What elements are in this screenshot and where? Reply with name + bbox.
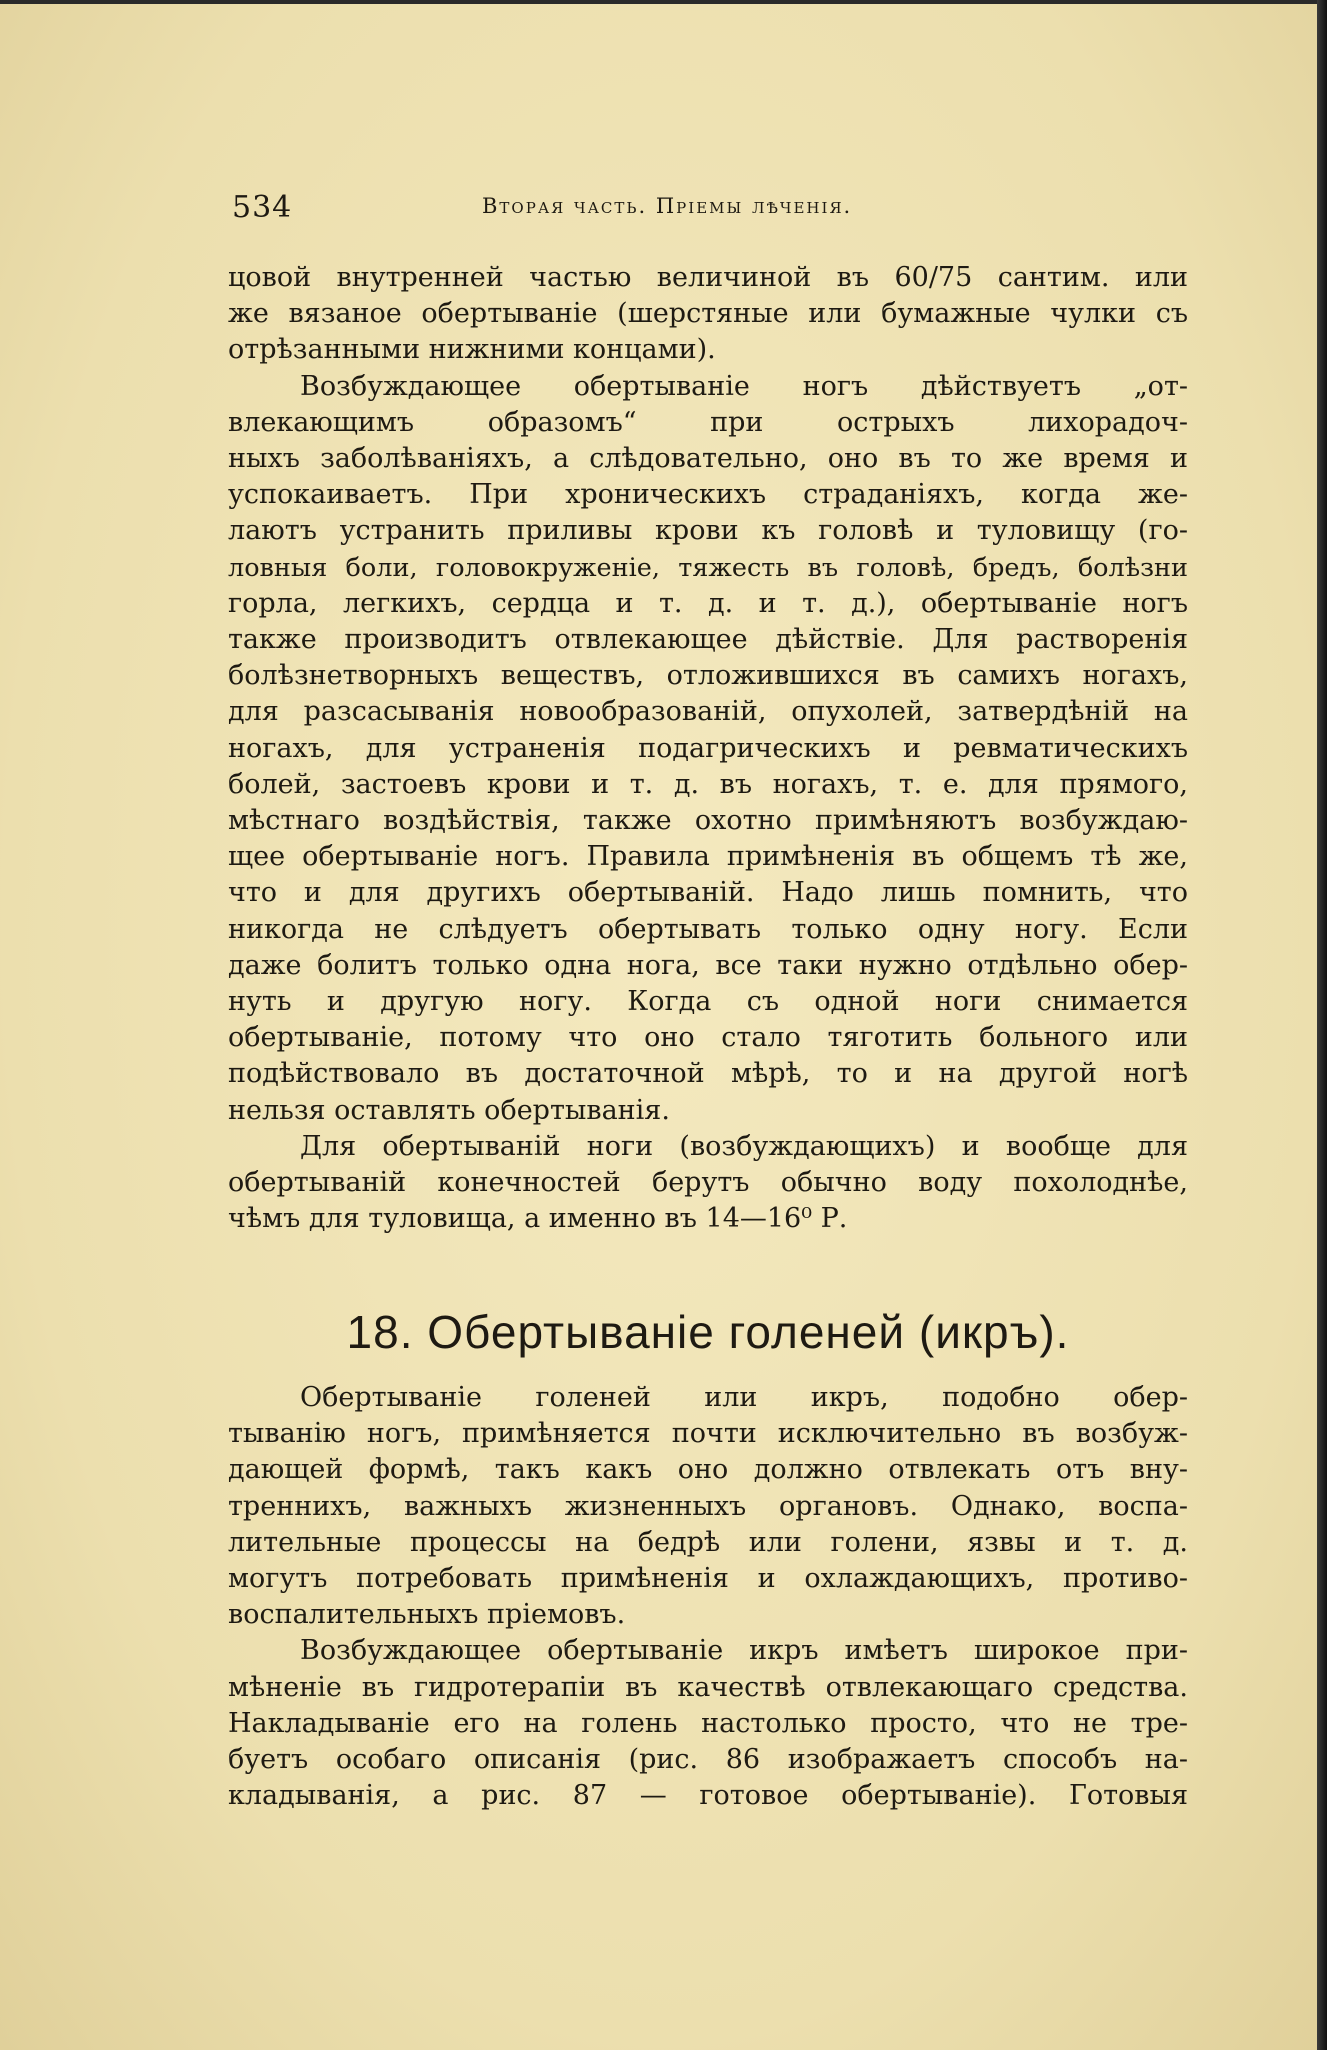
text-line: могутъ потребовать примѣненія и охлаждающихъ, противо- (228, 1563, 1188, 1595)
top-scan-edge (0, 0, 1327, 4)
text-line: кладыванія, а рис. 87 — готовое обертываніе). Готовыя (228, 1780, 1188, 1812)
paragraph-3 (228, 1129, 1188, 1238)
text-line: никогда не слѣдуетъ обертывать только одну ногу. Если (228, 913, 1188, 945)
text-line: для разсасыванія новообразованій, опухолей, затвердѣній на (228, 696, 1188, 728)
text-line: горла, легкихъ, сердца и т. д. и т. д.), обертываніе ногъ (228, 587, 1188, 619)
text-line: Накладываніе его на голень настолько просто, что не тре- (228, 1707, 1188, 1739)
paragraph-5 (228, 1633, 1188, 1814)
text-line: успокаиваетъ. При хроническихъ страданіяхъ, когда же- (228, 479, 1188, 511)
text-line: тыванію ногъ, примѣняется почти исключительно въ возбуж- (228, 1418, 1188, 1450)
text-line: Возбуждающее обертываніе икръ имѣетъ широкое при- (300, 1635, 1188, 1667)
text-line: болѣзнетворныхъ веществъ, отложившихся въ самихъ ногахъ, (228, 660, 1188, 692)
paragraph-2 (228, 369, 1188, 1129)
text-line: мѣстнаго воздѣйствія, также охотно примѣняютъ возбуждаю- (228, 805, 1188, 837)
page-number: 534 (232, 190, 293, 225)
text-line: что и для другихъ обертываній. Надо лишь помнить, что (228, 877, 1188, 909)
text-line: дающей формѣ, такъ какъ оно должно отвлекать отъ вну- (228, 1454, 1188, 1486)
text-line: буетъ особаго описанія (рис. 86 изображаетъ способъ на- (228, 1744, 1188, 1776)
section-heading: 18. Обертываніе голеней (икръ). (346, 1306, 1070, 1358)
text-line: воспалительныхъ пріемовъ. (228, 1599, 626, 1631)
text-line: обертываній конечностей берутъ обычно воду похолоднѣе, (228, 1167, 1188, 1199)
section-1-text (228, 260, 1188, 1237)
text-line: Возбуждающее обертываніе ногъ дѣйствуетъ „от- (300, 370, 1188, 402)
text-line: же вязаное обертываніе (шерстяные или бумажные чулки съ (228, 298, 1188, 330)
paragraph-1 (228, 260, 1188, 369)
text-line: щее обертываніе ногъ. Правила примѣненія въ общемъ тѣ же, (228, 841, 1188, 873)
page-header (232, 190, 1192, 230)
text-line: влекающимъ образомъ“ при острыхъ лихорадоч- (228, 406, 1188, 438)
text-line: Обертываніе голеней или икръ, подобно обер- (300, 1382, 1188, 1413)
text-line: нуть и другую ногу. Когда съ одной ноги снимается (228, 986, 1188, 1018)
text-line: даже болитъ только одна нога, все таки нужно отдѣльно обер- (228, 949, 1188, 981)
text-line: болей, застоевъ крови и т. д. въ ногахъ, т. е. для прямого, (228, 768, 1188, 800)
text-line: нельзя оставлять обертыванія. (228, 1094, 670, 1126)
section-2-text (228, 1380, 1188, 1814)
text-line: Для обертываній ноги (возбуждающихъ) и вообще для (300, 1130, 1188, 1162)
text-line: ногахъ, для устраненія подагрическихъ и ревматическихъ (228, 732, 1188, 764)
running-title: Вторая часть. Пріемы лѣченія. (482, 194, 853, 218)
text-line: лительные процессы на бедрѣ или голени, язвы и т. д. (228, 1526, 1188, 1558)
text-line: мѣненіе въ гидротерапіи въ качествѣ отвлекающаго средства. (228, 1671, 1188, 1703)
text-line: подѣйствовало въ достаточной мѣрѣ, то и на другой ногѣ (228, 1058, 1188, 1090)
text-line: чѣмъ для туловища, а именно въ 14—16⁰ Р. (228, 1203, 848, 1235)
text-line: отрѣзанными нижними концами). (228, 334, 716, 366)
text-line: треннихъ, важныхъ жизненныхъ органовъ. Однако, воспа- (228, 1490, 1188, 1522)
text-line: ловныя боли, головокруженіе, тяжесть въ головѣ, бредъ, болѣзни (228, 552, 1188, 583)
paragraph-4 (228, 1380, 1188, 1633)
text-line: также производитъ отвлекающее дѣйствіе. Для растворенія (228, 624, 1188, 656)
right-scan-edge (1317, 0, 1327, 2050)
text-line: ныхъ заболѣваніяхъ, а слѣдовательно, оно въ то же время и (228, 443, 1188, 475)
text-line: обертываніе, потому что оно стало тяготить больного или (228, 1022, 1188, 1054)
text-line: лаютъ устранить приливы крови къ головѣ и туловищу (го- (228, 515, 1188, 547)
text-line: цовой внутренней частью величиной въ 60/75 сантим. или (228, 262, 1188, 293)
